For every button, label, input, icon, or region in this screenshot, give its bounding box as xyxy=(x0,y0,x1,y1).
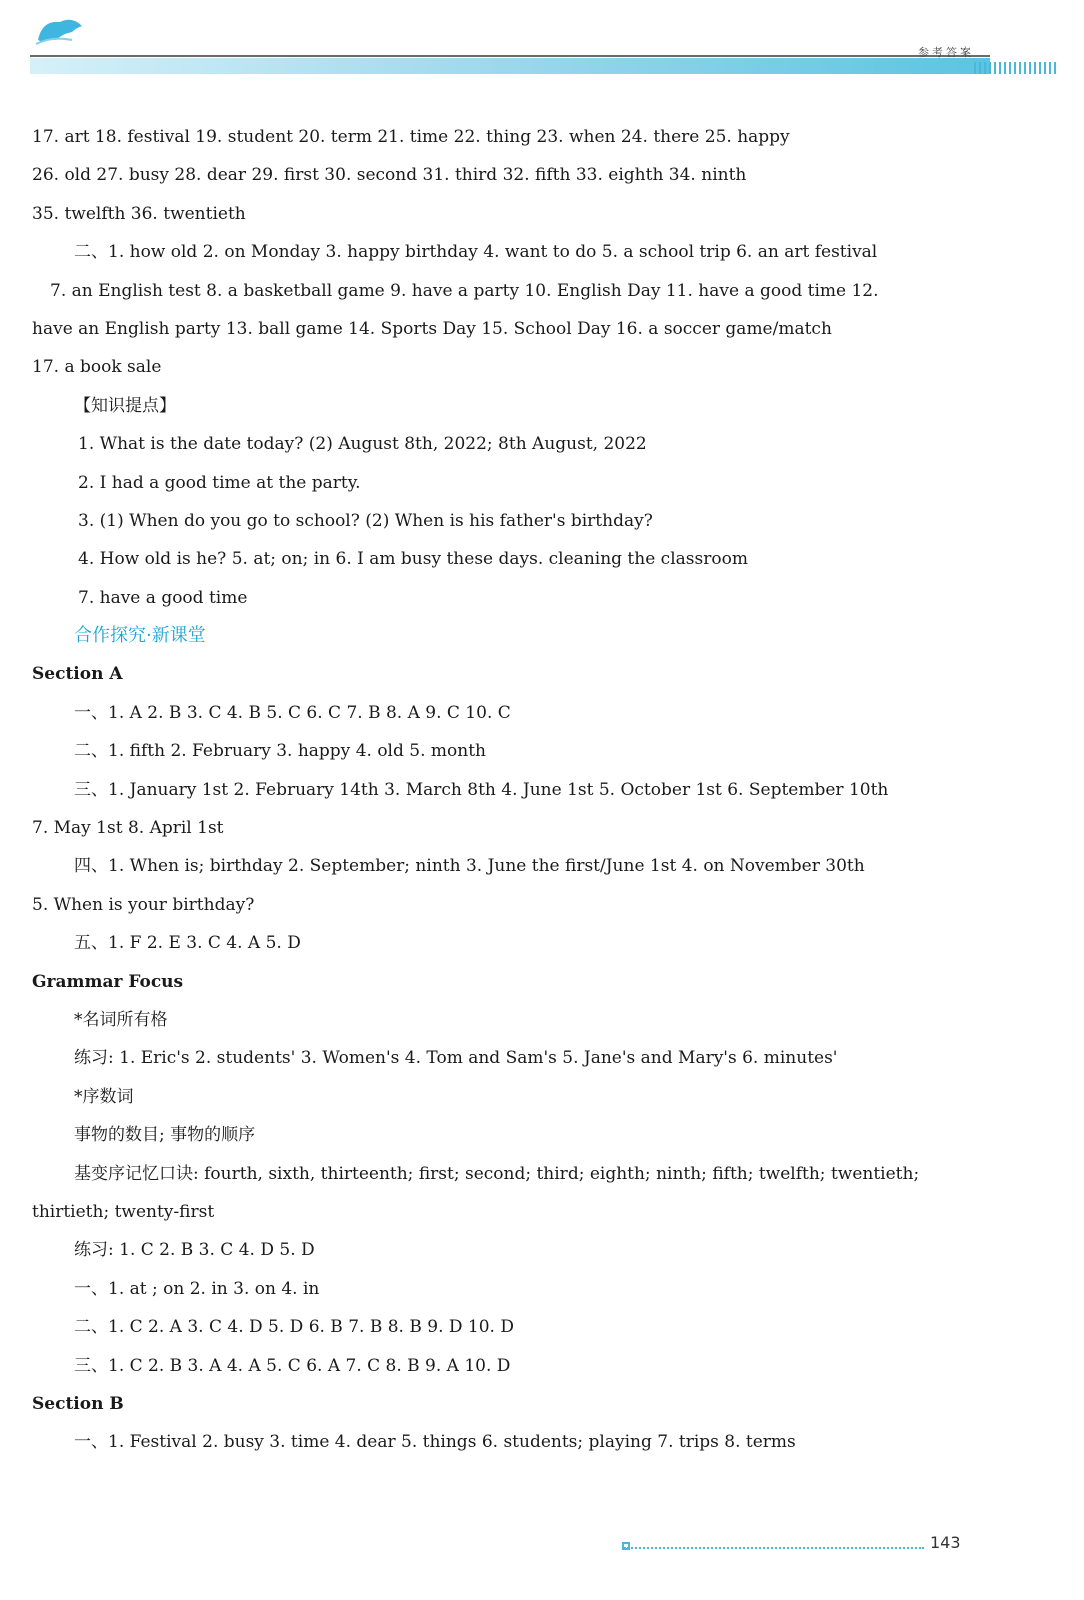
answer-line: 五、1. F 2. E 3. C 4. A 5. D xyxy=(74,933,301,954)
page-header xyxy=(0,0,1084,80)
answer-line: 二、1. fifth 2. February 3. happy 4. old 5. month xyxy=(74,741,486,762)
answer-line: 一、1. Festival 2. busy 3. time 4. dear 5. things 6. students; playing 7. trips 8. terms xyxy=(74,1432,796,1453)
answer-line: 5. When is your birthday? xyxy=(32,894,255,915)
section-heading: 合作探究·新课堂 xyxy=(74,625,206,647)
answer-line: *序数词 xyxy=(74,1086,134,1107)
answer-line: 7. have a good time xyxy=(78,587,248,608)
header-title: 参考答案 xyxy=(918,46,974,59)
header-band xyxy=(30,58,990,74)
answer-content xyxy=(32,118,1002,1462)
answer-line: 7. an English test 8. a basketball game 9. have a party 10. English Day 11. have a good time 12. xyxy=(50,280,879,301)
section-heading: Section B xyxy=(32,1393,124,1414)
header-stripes xyxy=(974,62,1056,74)
answer-line: 事物的数目; 事物的顺序 xyxy=(74,1125,256,1146)
answer-line: 26. old 27. busy 28. dear 29. first 30. second 31. third 32. fifth 33. eighth 34. ninth xyxy=(32,165,747,186)
section-heading: Grammar Focus xyxy=(32,971,184,992)
answer-line: have an English party 13. ball game 14. Sports Day 15. School Day 16. a soccer game/match xyxy=(32,318,832,339)
answer-line: 二、1. C 2. A 3. C 4. D 5. D 6. B 7. B 8. B 9. D 10. D xyxy=(74,1317,514,1338)
answer-line: 35. twelfth 36. twentieth xyxy=(32,203,246,224)
answer-line: 三、1. C 2. B 3. A 4. A 5. C 6. A 7. C 8. B 9. A 10. D xyxy=(74,1355,511,1376)
dolphin-logo-icon xyxy=(32,10,88,50)
answer-line: 一、1. A 2. B 3. C 4. B 5. C 6. C 7. B 8. A 9. C 10. C xyxy=(74,702,511,723)
answer-line: 练习: 1. C 2. B 3. C 4. D 5. D xyxy=(74,1240,315,1261)
answer-line: 基变序记忆口诀: fourth, sixth, thirteenth; first; second; third; eighth; ninth; fifth; twelfth; twentieth; xyxy=(74,1163,920,1184)
section-heading: Section A xyxy=(32,664,123,685)
page-number: 143 xyxy=(930,1533,961,1552)
answer-line: 1. What is the date today? (2) August 8th, 2022; 8th August, 2022 xyxy=(78,434,647,455)
answer-line: 3. (1) When do you go to school? (2) When is his father's birthday? xyxy=(78,510,653,531)
answer-line: thirtieth; twenty-first xyxy=(32,1201,215,1222)
answer-line: 三、1. January 1st 2. February 14th 3. March 8th 4. June 1st 5. October 1st 6. September 10th xyxy=(74,779,889,800)
answer-line: 练习: 1. Eric's 2. students' 3. Women's 4. Tom and Sam's 5. Jane's and Mary's 6. minutes' xyxy=(74,1048,838,1069)
answer-line: 4. How old is he? 5. at; on; in 6. I am busy these days. cleaning the classroom xyxy=(78,549,748,570)
answer-line: 【知识提点】 xyxy=(74,395,176,416)
answer-line: 2. I had a good time at the party. xyxy=(78,472,361,493)
answer-line: 二、1. how old 2. on Monday 3. happy birthday 4. want to do 5. a school trip 6. an art festival xyxy=(74,242,878,263)
answer-line: *名词所有格 xyxy=(74,1009,168,1030)
answer-line: 7. May 1st 8. April 1st xyxy=(32,818,224,839)
answer-line: 一、1. at ; on 2. in 3. on 4. in xyxy=(74,1278,320,1299)
answer-line: 17. a book sale xyxy=(32,357,162,378)
answer-line: 17. art 18. festival 19. student 20. term 21. time 22. thing 23. when 24. there 25. happy xyxy=(32,127,790,147)
footer-dotted-rule xyxy=(624,1547,924,1549)
answer-line: 四、1. When is; birthday 2. September; ninth 3. June the first/June 1st 4. on November 30th xyxy=(74,856,865,877)
header-rule xyxy=(30,55,990,57)
